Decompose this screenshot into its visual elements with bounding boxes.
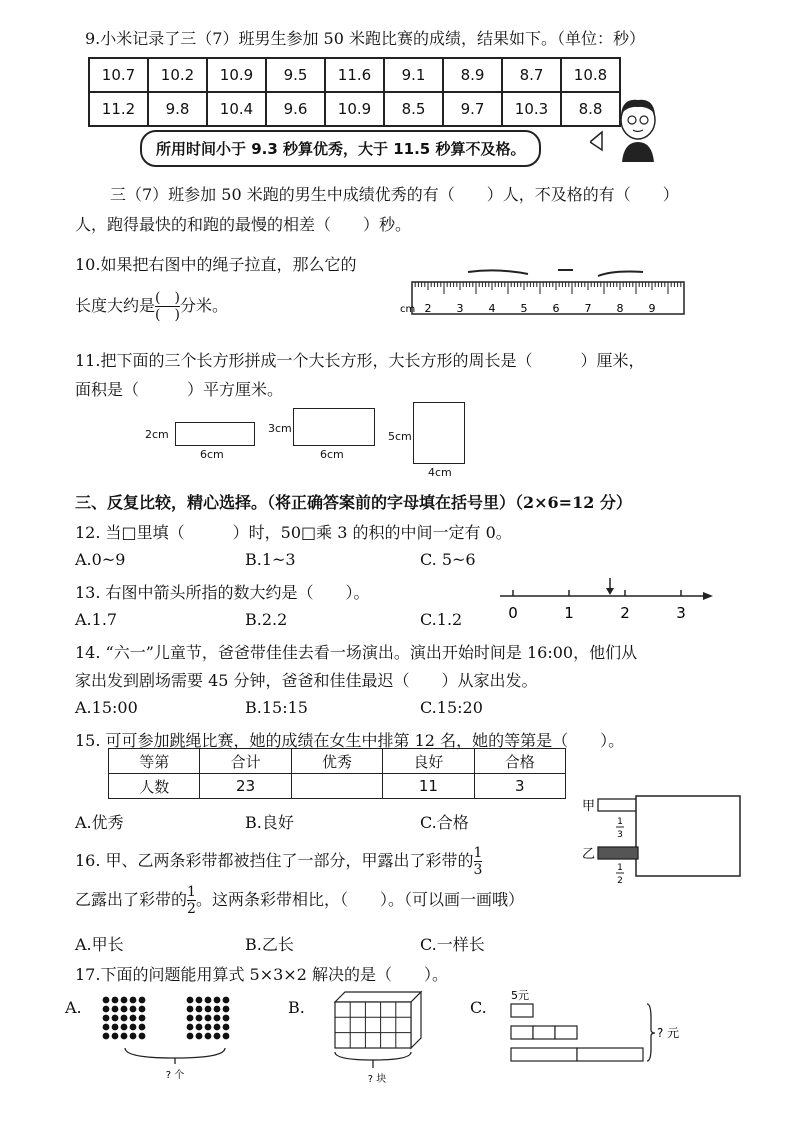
dot <box>130 1024 137 1031</box>
small-frac-den: 2 <box>617 876 623 886</box>
score-cell: 10.3 <box>502 92 561 126</box>
q10-line1: 10.如果把右图中的绳子拉直，那么它的 <box>75 255 357 274</box>
header-cell: 合计 <box>200 749 291 774</box>
q14-option-b: B.15:15 <box>245 698 308 717</box>
q12-option-b: B.1~3 <box>245 550 296 569</box>
q10-suffix: 分米。 <box>179 296 228 315</box>
data-cell: 人数 <box>109 774 200 799</box>
dot <box>187 1024 194 1031</box>
dot <box>121 997 128 1004</box>
dot <box>196 997 203 1004</box>
small-frac-num: 1 <box>617 817 623 827</box>
dot <box>112 1024 119 1031</box>
q14-option-c: C.15:20 <box>420 698 483 717</box>
q16-line2 <box>75 884 524 917</box>
score-cell: 10.8 <box>561 58 620 92</box>
section3-heading: 三、反复比较，精心选择。（将正确答案前的字母填在括号里）（2×6=12 分） <box>75 493 632 512</box>
score-cell: 11.2 <box>89 92 148 126</box>
q15-option-a: A.优秀 <box>75 813 124 832</box>
cover-box <box>636 796 740 876</box>
q13-option-a: A.1.7 <box>75 610 118 629</box>
dot <box>103 1015 110 1022</box>
frac-num: 1 <box>187 884 196 900</box>
price-label: 5元 <box>511 989 529 1002</box>
axis-label: 1 <box>564 604 574 622</box>
rect-2x6 <box>175 422 255 446</box>
q16-option-b: B.乙长 <box>245 935 294 954</box>
dot <box>214 997 221 1004</box>
frac-den: 3 <box>473 862 483 878</box>
score-cell: 9.1 <box>384 58 443 92</box>
header-cell: 合格 <box>474 749 565 774</box>
dot <box>112 1015 119 1022</box>
rect-5x4 <box>413 402 465 464</box>
rect3-height-label: 5cm <box>388 430 412 443</box>
score-cell: 11.6 <box>325 58 384 92</box>
q17-option-c: C. <box>470 998 487 1017</box>
ruler-label: 8 <box>616 302 624 315</box>
dot <box>130 997 137 1004</box>
score-cell: 10.7 <box>89 58 148 92</box>
dot <box>187 1006 194 1013</box>
data-cell: 11 <box>383 774 474 799</box>
rect1-width-label: 6cm <box>200 448 224 461</box>
ruler-label: 5 <box>520 302 528 315</box>
dot <box>196 1015 203 1022</box>
dot <box>187 997 194 1004</box>
dot <box>121 1033 128 1040</box>
rect2-width-label: 6cm <box>320 448 344 461</box>
dot <box>130 1006 137 1013</box>
dot <box>139 1024 146 1031</box>
axis-label: 3 <box>676 604 686 622</box>
dot <box>196 1006 203 1013</box>
score-cell: 10.9 <box>325 92 384 126</box>
q10-line2 <box>75 290 228 323</box>
dot <box>139 1006 146 1013</box>
block-stack <box>325 990 435 1088</box>
rect-3x6 <box>293 408 375 446</box>
q16-fraction1 <box>474 845 483 878</box>
label-jia: 甲 <box>582 799 596 814</box>
small-frac-num: 1 <box>617 863 623 873</box>
dot <box>196 1033 203 1040</box>
table-row <box>109 774 566 799</box>
score-cell: 8.5 <box>384 92 443 126</box>
q15-grade-table <box>108 748 566 799</box>
dot <box>103 997 110 1004</box>
q14-line2: 家出发到剧场需要 45 分钟，爸爸和佳佳最迟（ ）从家出发。 <box>75 671 538 690</box>
q15-stem: 15. 可可参加跳绳比赛，她的成绩在女生中排第 12 名，她的等第是（ ）。 <box>75 731 625 750</box>
dot <box>139 1015 146 1022</box>
caption-c: ? 元 <box>657 1026 680 1040</box>
dot <box>112 997 119 1004</box>
dot-arrays <box>100 992 250 1084</box>
q13-option-b: B.2.2 <box>245 610 288 629</box>
dot <box>187 1015 194 1022</box>
dot <box>205 1024 212 1031</box>
axis-label: 2 <box>620 604 630 622</box>
q16-fraction2 <box>187 884 196 917</box>
dot <box>205 1033 212 1040</box>
table-row <box>89 92 620 126</box>
score-cell: 9.8 <box>148 92 207 126</box>
student-illustration <box>590 92 670 168</box>
ruler-label: 2 <box>424 302 432 315</box>
score-cell: 9.7 <box>443 92 502 126</box>
axis-label: 0 <box>508 604 518 622</box>
score-cell: 8.9 <box>443 58 502 92</box>
dot <box>121 1006 128 1013</box>
header-cell: 优秀 <box>291 749 382 774</box>
table-row <box>89 58 620 92</box>
q16-text3: 。这两条彩带相比，（ ）。（可以画一画哦） <box>195 890 524 909</box>
dot <box>103 1033 110 1040</box>
dot <box>214 1024 221 1031</box>
score-cell: 8.8 <box>561 92 620 126</box>
q15-option-b: B.良好 <box>245 813 294 832</box>
small-frac-den: 3 <box>617 830 623 840</box>
dot <box>196 1024 203 1031</box>
q12-stem: 12. 当□里填（ ）时，50□乘 3 的积的中间一定有 0。 <box>75 523 512 542</box>
caption-b: ? 块 <box>367 1074 387 1085</box>
ruler-label: 4 <box>488 302 496 315</box>
ribbon-diagram <box>580 790 745 890</box>
q17-stem: 17.下面的问题能用算式 5×3×2 解决的是（ ）。 <box>75 965 448 984</box>
data-cell <box>291 774 382 799</box>
q16-option-a: A.甲长 <box>75 935 124 954</box>
q10-fraction <box>155 290 180 323</box>
dot <box>187 1033 194 1040</box>
dot <box>205 997 212 1004</box>
dot <box>130 1033 137 1040</box>
q10-frac-num: ( ) <box>155 290 180 306</box>
score-cell: 10.4 <box>207 92 266 126</box>
dot <box>205 1006 212 1013</box>
header-cell: 良好 <box>383 749 474 774</box>
header-cell: 等第 <box>109 749 200 774</box>
q9-line2: 人，跑得最快的和跑的最慢的相差（ ）秒。 <box>75 215 412 234</box>
dot <box>139 1033 146 1040</box>
data-cell: 3 <box>474 774 565 799</box>
rect1-height-label: 2cm <box>145 428 169 441</box>
dot <box>214 1006 221 1013</box>
ruler-label: 9 <box>648 302 656 315</box>
q10-frac-den: ( ) <box>155 307 180 323</box>
q17-option-b: B. <box>288 998 305 1017</box>
q11-line2: 面积是（ ）平方厘米。 <box>75 380 284 399</box>
q12-option-a: A.0~9 <box>75 550 126 569</box>
bar-model <box>505 988 705 1068</box>
dot <box>205 1015 212 1022</box>
q16-text2: 乙露出了彩带的 <box>75 890 188 909</box>
q16-text1: 16. 甲、乙两条彩带都被挡住了一部分，甲露出了彩带的 <box>75 851 474 870</box>
dot <box>103 1006 110 1013</box>
dot <box>223 1015 230 1022</box>
q13-option-c: C.1.2 <box>420 610 463 629</box>
rect2-height-label: 3cm <box>268 422 292 435</box>
ruler-label: 3 <box>456 302 464 315</box>
q12-option-c: C. 5~6 <box>420 550 476 569</box>
dot-group-left <box>103 997 146 1040</box>
score-cell: 9.6 <box>266 92 325 126</box>
dot <box>223 1024 230 1031</box>
dot <box>130 1015 137 1022</box>
label-yi: 乙 <box>582 847 596 862</box>
dot <box>214 1015 221 1022</box>
q14-option-a: A.15:00 <box>75 698 138 717</box>
dot <box>112 1033 119 1040</box>
q14-line1: 14. “六一”儿童节，爸爸带佳佳去看一场演出。演出开始时间是 16:00，他们从 <box>75 643 638 662</box>
dot <box>223 1006 230 1013</box>
dot-group-right <box>187 997 230 1040</box>
rect3-width-label: 4cm <box>428 466 452 479</box>
q11-line1: 11.把下面的三个长方形拼成一个大长方形，大长方形的周长是（ ）厘米， <box>75 351 645 370</box>
q16-line1 <box>75 845 482 878</box>
q16-option-c: C.一样长 <box>420 935 485 954</box>
frac-den: 2 <box>187 901 196 917</box>
q15-option-c: C.合格 <box>420 813 469 832</box>
ruler-label: 7 <box>584 302 592 315</box>
q9-line1: 三（7）班参加 50 米跑的男生中成绩优秀的有（ ）人，不及格的有（ ） <box>110 185 679 204</box>
q13-stem: 13. 右图中箭头所指的数大约是（ ）。 <box>75 583 370 602</box>
ruler-with-rope <box>398 262 690 322</box>
dot <box>121 1015 128 1022</box>
speech-bubble: 所用时间小于 9.3 秒算优秀，大于 11.5 秒算不及格。 <box>140 130 541 167</box>
ruler-label: 6 <box>552 302 560 315</box>
data-cell: 23 <box>200 774 291 799</box>
score-cell: 10.2 <box>148 58 207 92</box>
dot <box>112 1006 119 1013</box>
frac-num: 1 <box>473 845 483 861</box>
dot <box>223 1033 230 1040</box>
dot <box>214 1033 221 1040</box>
q9-score-table <box>88 57 621 127</box>
dot <box>121 1024 128 1031</box>
q10-prefix: 长度大约是 <box>75 296 156 315</box>
score-cell: 10.9 <box>207 58 266 92</box>
q9-title: 9.小米记录了三（7）班男生参加 50 米跑比赛的成绩，结果如下。（单位：秒） <box>85 29 645 48</box>
score-cell: 8.7 <box>502 58 561 92</box>
dot <box>223 997 230 1004</box>
dot <box>139 997 146 1004</box>
caption-a: ? 个 <box>165 1070 185 1081</box>
q17-option-a: A. <box>65 998 82 1017</box>
table-row <box>109 749 566 774</box>
score-cell: 9.5 <box>266 58 325 92</box>
dot <box>103 1024 110 1031</box>
number-line <box>495 578 720 628</box>
ruler-unit: cm <box>400 304 416 315</box>
